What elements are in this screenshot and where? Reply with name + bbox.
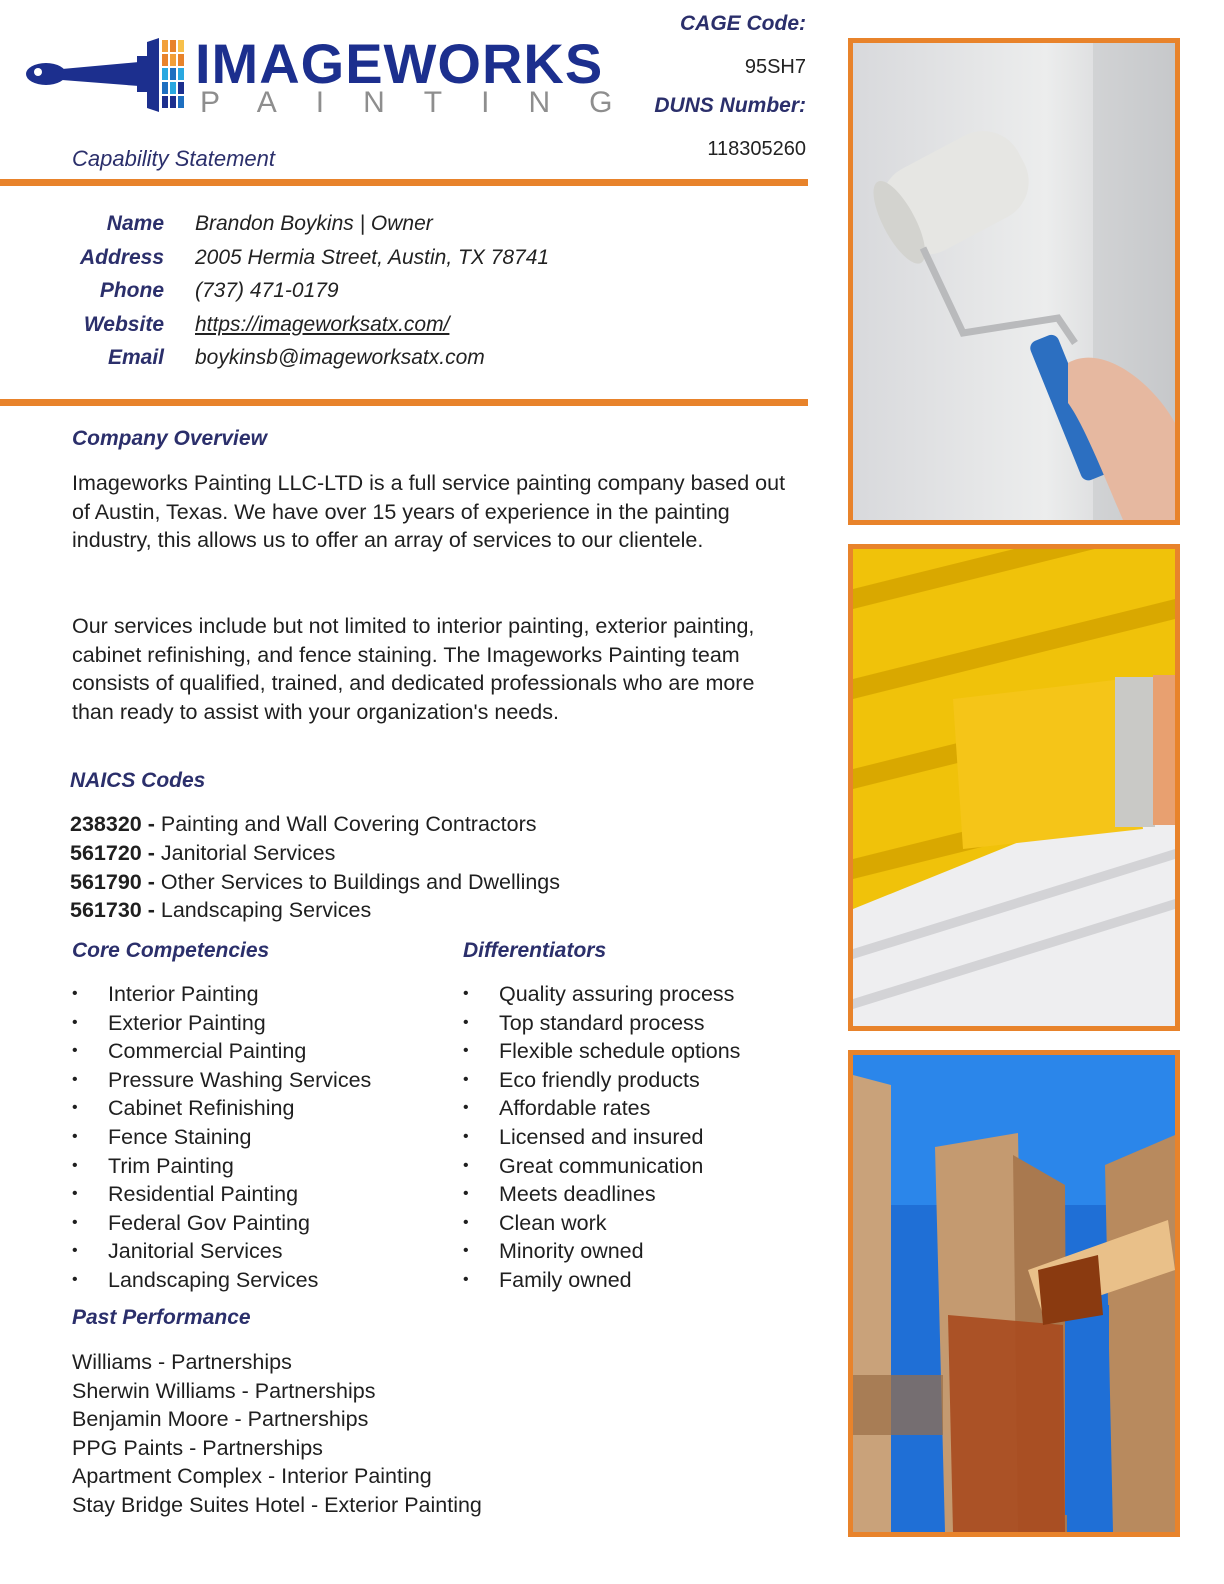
paint-roller-image bbox=[853, 43, 1175, 520]
contact-label: Address bbox=[79, 245, 164, 269]
naics-code: 561720 - bbox=[70, 840, 155, 865]
naics-item bbox=[70, 896, 560, 925]
logo-wordmark-secondary: PAINTING bbox=[200, 86, 652, 119]
paintbrush-logo-icon bbox=[24, 36, 194, 116]
list-item: • Quality assuring process bbox=[463, 980, 740, 1009]
duns-value: 118305260 bbox=[707, 138, 806, 160]
contact-email-value: boykinsb@imageworksatx.com bbox=[195, 346, 485, 370]
differentiators-list bbox=[463, 980, 740, 1295]
naics-heading: NAICS Codes bbox=[70, 769, 206, 792]
list-item: • Minority owned bbox=[463, 1237, 740, 1266]
list-item: • Federal Gov Painting bbox=[72, 1209, 371, 1238]
duns-value-block bbox=[707, 138, 806, 161]
list-item: Benjamin Moore - Partnerships bbox=[72, 1407, 369, 1432]
past-performance-list bbox=[72, 1348, 482, 1520]
list-item: • Top standard process bbox=[463, 1009, 740, 1038]
contact-name-value: Brandon Boykins | Owner bbox=[195, 212, 433, 235]
list-item: • Clean work bbox=[463, 1209, 740, 1238]
list-item: • Affordable rates bbox=[463, 1094, 740, 1123]
naics-desc: Janitorial Services bbox=[160, 840, 336, 865]
naics-code: 238320 - bbox=[70, 812, 155, 836]
list-item: • Cabinet Refinishing bbox=[72, 1094, 371, 1123]
contact-divider bbox=[0, 399, 808, 406]
contact-address-value: 2005 Hermia Street, Austin, TX 78741 bbox=[195, 245, 550, 269]
naics-item bbox=[70, 868, 560, 897]
list-item: • Trim Painting bbox=[72, 1152, 371, 1181]
list-item: • Eco friendly products bbox=[463, 1066, 740, 1095]
contact-label: Name bbox=[106, 212, 164, 235]
yellow-paintbrush-image bbox=[853, 549, 1175, 1026]
list-item: Williams - Partnerships bbox=[72, 1350, 292, 1374]
list-item: • Residential Painting bbox=[72, 1180, 371, 1209]
naics-code: 561790 - bbox=[70, 869, 155, 894]
overview-paragraph-1: Imageworks Painting LLC-LTD is a full service painting company based out of Austin, Texas. We have over 15 years of experience in the painting industry, this allows us to offer an array of services to our clientele. bbox=[72, 471, 786, 552]
naics-desc: Other Services to Buildings and Dwellings bbox=[160, 869, 561, 894]
overview-heading: Company Overview bbox=[72, 427, 267, 450]
list-item: • Commercial Painting bbox=[72, 1037, 371, 1066]
list-item: • Licensed and insured bbox=[463, 1123, 740, 1152]
company-logo bbox=[24, 32, 652, 119]
list-item: Sherwin Williams - Partnerships bbox=[72, 1378, 376, 1403]
list-item: • Great communication bbox=[463, 1152, 740, 1181]
contact-label: Phone bbox=[99, 279, 164, 303]
document-subtitle: Capability Statement bbox=[72, 146, 275, 171]
naics-desc: Painting and Wall Covering Contractors bbox=[160, 812, 537, 836]
website-link[interactable]: https://imageworksatx.com/ bbox=[195, 312, 450, 336]
duns-label: DUNS Number: bbox=[654, 94, 806, 117]
top-divider bbox=[0, 179, 808, 186]
naics-code: 561730 - bbox=[70, 898, 155, 923]
list-item: PPG Paints - Partnerships bbox=[72, 1435, 323, 1460]
yellow-paintbrush-photo bbox=[848, 544, 1180, 1031]
list-item: • Landscaping Services bbox=[72, 1266, 371, 1295]
list-item: • Fence Staining bbox=[72, 1123, 371, 1152]
list-item: • Flexible schedule options bbox=[463, 1037, 740, 1066]
naics-desc: Landscaping Services bbox=[160, 898, 372, 923]
list-item: Apartment Complex - Interior Painting bbox=[72, 1464, 432, 1489]
naics-item bbox=[70, 810, 560, 839]
list-item: Stay Bridge Suites Hotel - Exterior Painting bbox=[72, 1492, 482, 1517]
contact-phone-value: (737) 471-0179 bbox=[195, 279, 339, 303]
cage-code-block bbox=[680, 12, 806, 36]
contact-label: Email bbox=[107, 346, 164, 370]
list-item: • Janitorial Services bbox=[72, 1237, 371, 1266]
contact-label: Website bbox=[83, 312, 164, 336]
paint-roller-photo bbox=[848, 38, 1180, 525]
logo-wordmark-primary: IMAGEWORKS bbox=[195, 32, 604, 95]
cage-code-value-block bbox=[745, 56, 806, 79]
list-item: • Interior Painting bbox=[72, 980, 371, 1009]
list-item: • Exterior Painting bbox=[72, 1009, 371, 1038]
list-item: • Pressure Washing Services bbox=[72, 1066, 371, 1095]
list-item: • Meets deadlines bbox=[463, 1180, 740, 1209]
cage-code-label: CAGE Code: bbox=[680, 12, 806, 35]
past-performance-heading: Past Performance bbox=[72, 1306, 251, 1329]
duns-block bbox=[654, 94, 806, 118]
fence-staining-image bbox=[853, 1055, 1175, 1532]
overview-paragraph-2: Our services include but not limited to interior painting, exterior painting, cabinet refinishing, and fence staining. The Imageworks Painting team consists of qualified, trained, and dedicated professionals who are more than ready to assist with your organization's needs. bbox=[72, 614, 755, 724]
fence-staining-photo bbox=[848, 1050, 1180, 1537]
naics-list bbox=[70, 810, 560, 925]
cage-code-value: 95SH7 bbox=[744, 56, 806, 78]
naics-item bbox=[70, 839, 560, 868]
differentiators-heading: Differentiators bbox=[463, 939, 607, 962]
list-item: • Family owned bbox=[463, 1266, 740, 1295]
core-competencies-list bbox=[72, 980, 371, 1295]
core-competencies-heading: Core Competencies bbox=[72, 939, 270, 962]
